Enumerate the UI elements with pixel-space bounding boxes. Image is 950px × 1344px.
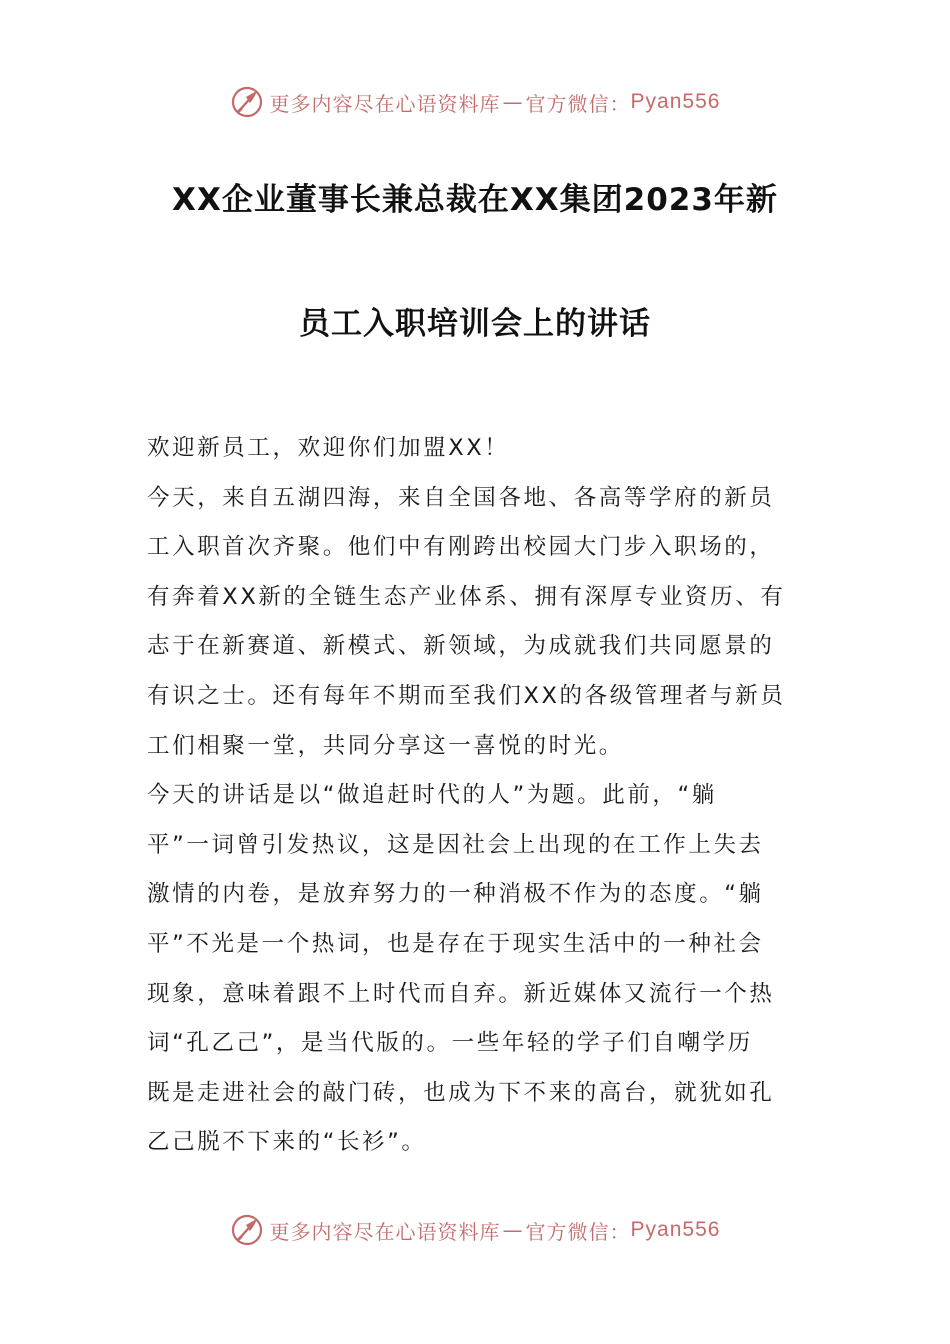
body-line: 平”不光是一个热词，也是存在于现实生活中的一种社会 xyxy=(147,930,764,957)
watermark-wechat-label: 官方微信： xyxy=(525,91,631,116)
document-title-line-2: 员工入职培训会上的讲话 xyxy=(299,306,651,342)
watermark-wechat-id: Pyan556 xyxy=(630,1218,721,1241)
body-line: 工入职首次齐聚。他们中有刚跨出校园大门步入职场的， xyxy=(147,534,775,561)
body-line: 有识之士。还有每年不期而至我们XX的各级管理者与新员 xyxy=(147,682,786,709)
body-line: 今天，来自五湖四海，来自全国各地、各高等学府的新员 xyxy=(147,484,775,511)
watermark-text: 更多内容尽在心语资料库 xyxy=(269,1219,501,1244)
body-line: 工们相聚一堂，共同分享这一喜悦的时光。 xyxy=(147,732,624,759)
quill-logo-icon xyxy=(230,1213,264,1247)
body-line: 既是走进社会的敲门砖，也成为下不来的高台，就犹如孔 xyxy=(147,1079,775,1106)
body-line: 词“孔乙己”，是当代版的。一些年轻的学子们自嘲学历 xyxy=(147,1030,753,1057)
watermark-separator: — xyxy=(502,1218,524,1242)
document-title-line-1: XX企业董事长兼总裁在XX集团2023年新 xyxy=(172,182,778,218)
body-line: 志于在新赛道、新模式、新领域，为成就我们共同愿景的 xyxy=(147,633,775,660)
body-line: 乙己脱不下来的“长衫”。 xyxy=(147,1129,427,1156)
body-line: 有奔着XX新的全链生态产业体系、拥有深厚专业资历、有 xyxy=(147,583,786,610)
body-line: 平”一词曾引发热议，这是因社会上出现的在工作上失去 xyxy=(147,831,764,858)
body-line: 现象，意味着跟不上时代而自弃。新近媒体又流行一个热 xyxy=(147,980,775,1007)
header-watermark xyxy=(0,82,950,122)
body-line: 今天的讲话是以“做追赶时代的人”为题。此前，“躺 xyxy=(147,782,717,809)
body-line: 欢迎新员工，欢迎你们加盟XX！ xyxy=(147,435,510,461)
body-line: 激情的内卷，是放弃努力的一种消极不作为的态度。“躺 xyxy=(147,881,764,908)
watermark-separator: — xyxy=(502,90,524,114)
footer-watermark xyxy=(0,1210,950,1250)
watermark-text: 更多内容尽在心语资料库 xyxy=(269,91,501,116)
document-body xyxy=(147,424,807,1168)
quill-logo-icon xyxy=(230,85,264,119)
watermark-wechat-label: 官方微信： xyxy=(525,1219,631,1244)
watermark-wechat-id: Pyan556 xyxy=(630,90,721,113)
